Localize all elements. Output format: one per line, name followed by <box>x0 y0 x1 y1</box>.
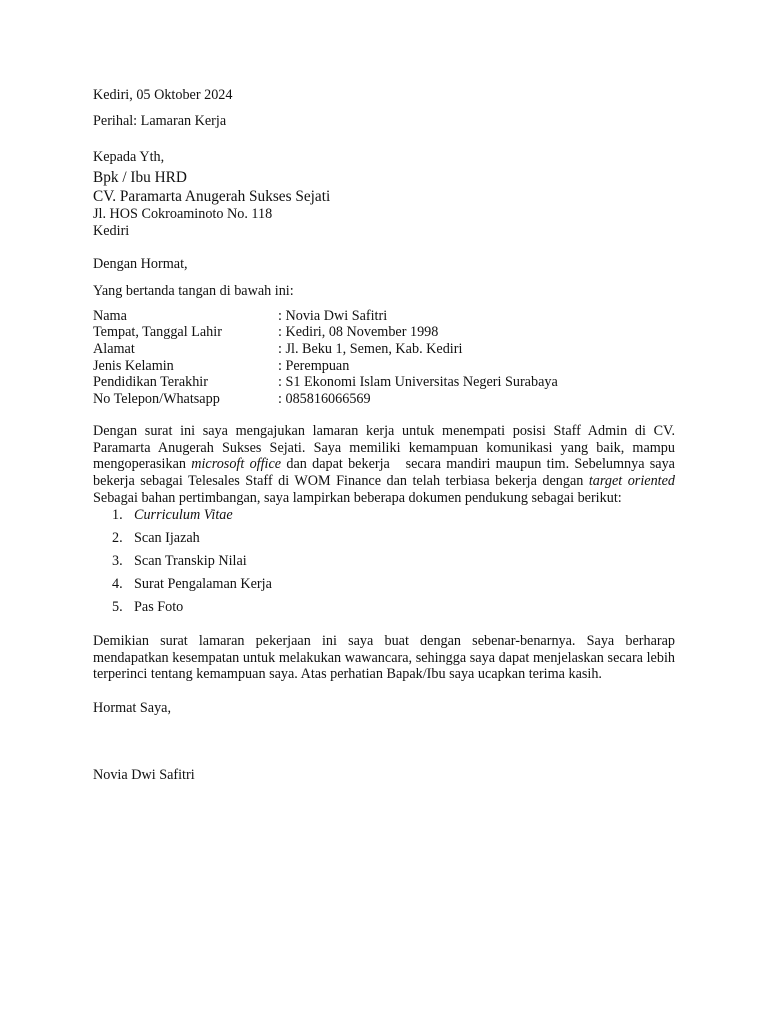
body-text-2: dan dapat bekerja secara mandiri maupun tim. Sebelumnya saya bekerja sebagai Telesales Staff di WOM Finance dan telah terbiasa bekerja dengan <box>93 456 675 490</box>
field-value: : S1 Ekonomi Islam Universitas Negeri Surabaya <box>278 374 558 391</box>
table-row <box>93 391 558 408</box>
field-label: Pendidikan Terakhir <box>93 374 208 391</box>
field-value: : Jl. Beku 1, Semen, Kab. Kediri <box>278 340 463 357</box>
recipient-city: Kediri <box>93 222 130 239</box>
list-number: 1. <box>112 506 123 523</box>
table-row <box>93 308 558 325</box>
field-value: : Novia Dwi Safitri <box>278 307 388 324</box>
signatory-name: Novia Dwi Safitri <box>93 766 195 783</box>
body-text-1: Dengan surat ini saya mengajukan lamaran kerja untuk menempati posisi Staff Admin di CV. Paramarta Anugerah Sukses Sejati. Saya memiliki kemampuan komunikasi yang baik, mampu mengoperasikan <box>93 422 675 473</box>
field-value: : Kediri, 08 November 1998 <box>278 324 439 341</box>
letter-subject: Perihal: Lamaran Kerja <box>93 112 227 129</box>
list-item <box>93 553 675 576</box>
recipient-company: CV. Paramarta Anugerah Sukses Sejati <box>93 188 331 206</box>
list-item-text: Scan Transkip Nilai <box>134 552 247 569</box>
list-item-text: Pas Foto <box>134 598 184 615</box>
list-item <box>93 530 675 553</box>
list-number: 2. <box>112 529 123 546</box>
list-number: 4. <box>112 575 123 592</box>
body-paragraph <box>93 423 675 507</box>
list-item <box>93 507 675 530</box>
field-label: Jenis Kelamin <box>93 357 174 374</box>
list-number: 3. <box>112 552 123 569</box>
field-label: Tempat, Tanggal Lahir <box>93 324 222 341</box>
field-label: Nama <box>93 307 127 324</box>
list-item-text: Curriculum Vitae <box>134 506 233 523</box>
closing-paragraph: Demikian surat lamaran pekerjaan ini saya buat dengan sebenar-benarnya. Saya berharap mendapatkan kesempatan untuk melakukan wawancara, sehingga saya dapat menjelaskan secara lebih terperinci tentang kemampuan saya. Atas perhatian Bapak/Ibu saya ucapkan terima kasih. <box>93 632 675 683</box>
attachment-list <box>93 507 675 622</box>
table-row <box>93 358 558 375</box>
table-row <box>93 341 558 358</box>
list-item <box>93 576 675 599</box>
body-text-3: Sebagai bahan pertimbangan, saya lampirkan beberapa dokumen pendukung sebagai berikut: <box>93 489 622 506</box>
recipient-name: Bpk / Ibu HRD <box>93 169 187 187</box>
field-value: : 085816066569 <box>278 391 371 408</box>
intro-line: Yang bertanda tangan di bawah ini: <box>93 282 294 299</box>
list-item-text: Scan Ijazah <box>134 529 200 546</box>
letter-date: Kediri, 05 Oktober 2024 <box>93 87 233 103</box>
recipient-salutation: Kepada Yth, <box>93 149 165 166</box>
table-row <box>93 324 558 341</box>
letter-page <box>93 87 675 784</box>
field-label: No Telepon/Whatsapp <box>93 391 220 408</box>
list-item <box>93 599 675 622</box>
sign-off: Hormat Saya, <box>93 700 172 717</box>
list-number: 5. <box>112 598 123 615</box>
body-italic-1: microsoft office <box>191 456 282 473</box>
greeting: Dengan Hormat, <box>93 256 188 273</box>
recipient-street: Jl. HOS Cokroaminoto No. 118 <box>93 206 273 223</box>
field-value: : Perempuan <box>278 357 350 374</box>
list-item-text: Surat Pengalaman Kerja <box>134 575 272 592</box>
body-italic-2: target oriented <box>588 473 675 490</box>
table-row <box>93 374 558 391</box>
field-label: Alamat <box>93 340 135 357</box>
applicant-details-table <box>93 308 558 408</box>
